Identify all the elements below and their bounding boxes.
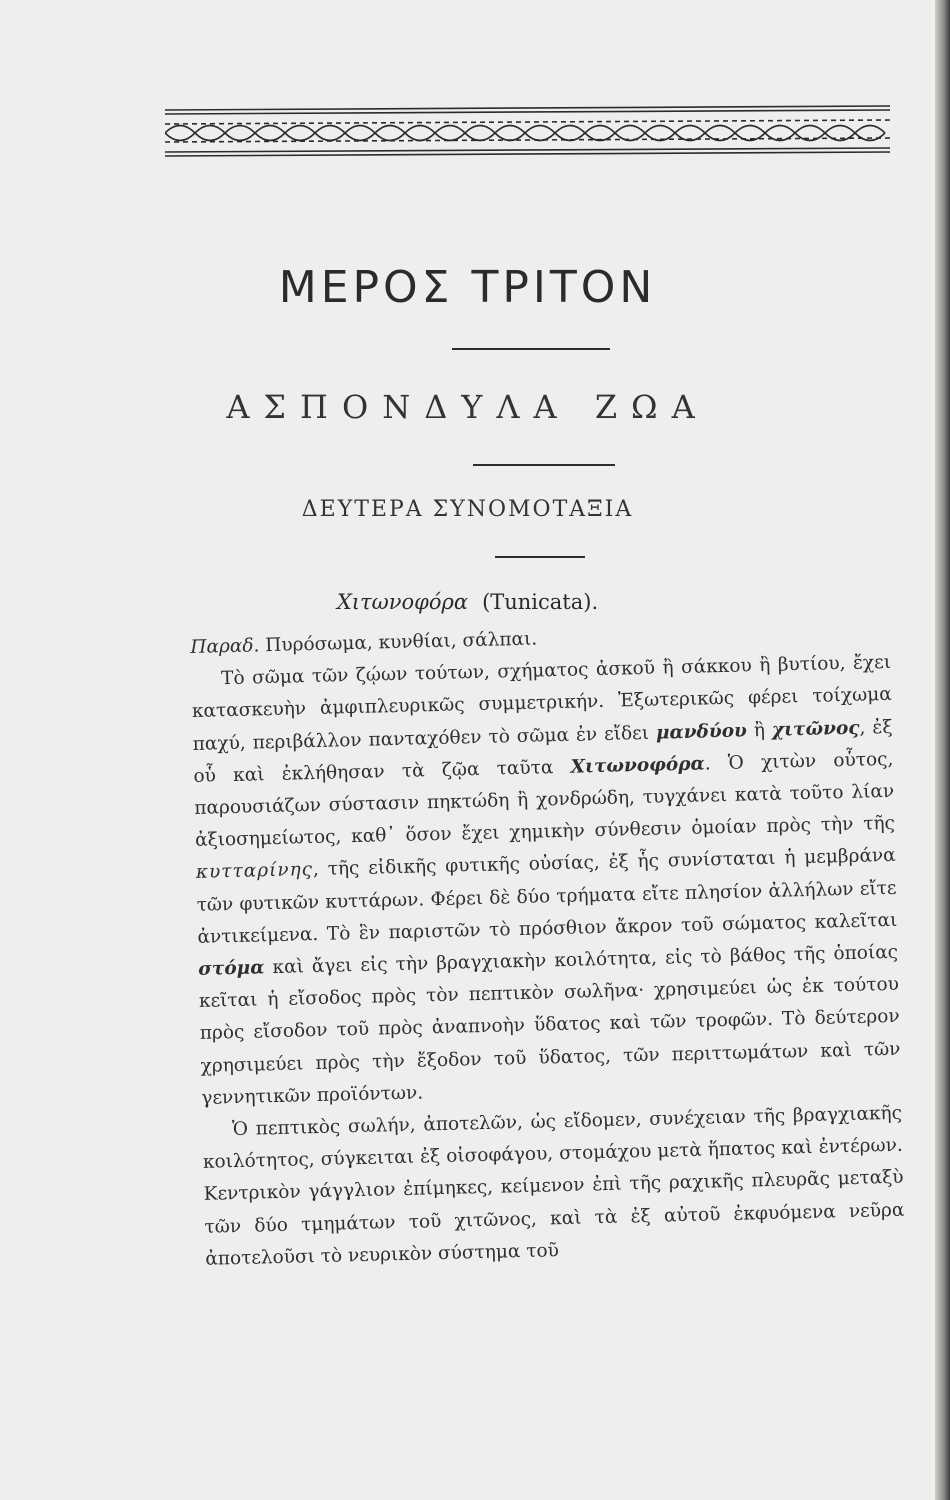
paragraph-body-2: Ὁ πεπτικὸς σωλήν, ἀποτελῶν, ὡς εἴδομεν, συνέχειαν τῆς βραγχιακῆς κοιλότητος, σύγκειται ἐξ οἰσοφάγου, στομάχου μετὰ ἥπατος καὶ ἐντέρων. Κεντρικὸν γάγγλιον ἐπίμηκες, κείμενον ἐπὶ τῆς ραχικῆς πλευρᾶς μεταξὺ τῶν δύο τμημάτων τοῦ χιτῶνος, καὶ τὰ ἐξ αὐτοῦ ἐκφυόμενα νεῦρα ἀποτελοῦσι τὸ νευρικὸν σύστημα τοῦ (202, 1102, 905, 1270)
section-title: ΑΣΠΟΝΔΥΛΑ ΖΩΑ (226, 388, 709, 426)
group-title (0, 590, 935, 614)
subsection-title: ΔΕΥΤΕΡΑ ΣΥΝΟΜΟΤΑΞΙΑ (301, 497, 634, 522)
p1-text-5: , τῆς εἰδικῆς φυτικῆς οὐσίας, ἐξ ἧς συνίσταται ἡ μεμβράνα τῶν φυτικῶν κυττάρων. Φέρει δὲ δύο τρήματα εἴτε πλησίον ἀλλήλων εἴτε ἀντικείμενα. Τὸ ἓν παριστῶν τὸ πρόσθιον ἄκρον τοῦ σώματος καλεῖται (196, 845, 898, 948)
divider-rule-3 (495, 556, 585, 558)
term-chitonos: χιτῶνος (771, 717, 860, 741)
group-latin-name: (Tunicata). (482, 590, 599, 614)
decorative-ornament-band (165, 100, 890, 162)
term-chitonofora: Χιτωνοφόρα (570, 753, 706, 778)
p1-text-2: ἢ (746, 719, 773, 742)
paragraph-body-1 (191, 647, 902, 1115)
p1-text-4: . Ὁ χιτὼν οὗτος, παρουσιάζων σύστασιν πηκτώδη ἢ χονδρώδη, τυγχάνει κατὰ τοῦτο λίαν ἀξιοσημείωτος, καθ᾽ ὅσον ἔχει χημικὴν σύνθεσιν ὁμοίαν πρὸς τὴν τῆς (194, 748, 896, 852)
p1-text-6: καὶ ἄγει εἰς τὴν βραγχιακὴν κοιλότητα, εἰς τὸ βάθος τῆς ὁποίας κεῖται ἡ εἴσοδος πρὸς τὸν πεπτικὸν σωλῆνα· χρησιμεύει ὡς ἐκ τούτου πρὸς εἴσοδον τοῦ πρὸς ἀναπνοὴν ὕδατος καὶ τῶν τροφῶν. Τὸ δεύτερον χρησιμεύει πρὸς τὴν ἔξοδον τοῦ ὕδατος, τῶν περιττωμάτων καὶ τῶν γεννητικῶν προϊόντων. (198, 941, 901, 1109)
term-stoma: στόμα (197, 957, 265, 980)
p1-text-3: , ἐξ οὗ καὶ ἐκλήθησαν τὰ ζῷα ταῦτα (193, 716, 893, 787)
group-name: Χιτωνοφόρα (336, 590, 469, 614)
part-title: ΜΕΡΟΣ ΤΡΙΤΟΝ (278, 262, 657, 313)
book-spine-edge (935, 0, 950, 1500)
term-kyttarinis: κυτταρίνης (195, 859, 314, 884)
term-mandyou: μανδύου (655, 720, 748, 744)
divider-rule-1 (452, 348, 610, 350)
p1-text-1: Τὸ σῶμα τῶν ζῴων τούτων, σχήματος ἀσκοῦ ἢ σάκκου ἢ βυτίου, ἔχει κατασκευὴν ἀμφιπλευρικῶς συμμετρικήν. Ἐξωτερικῶς φέρει τοίχωμα παχύ, περιβάλλον πανταχόθεν τὸ σῶμα ἐν εἴδει (191, 652, 892, 755)
divider-rule-2 (473, 464, 615, 466)
body-text (190, 615, 906, 1276)
examples-label: Παραδ. (190, 635, 260, 658)
examples-text: Πυρόσωμα, κυνθίαι, σάλπαι. (265, 628, 538, 657)
